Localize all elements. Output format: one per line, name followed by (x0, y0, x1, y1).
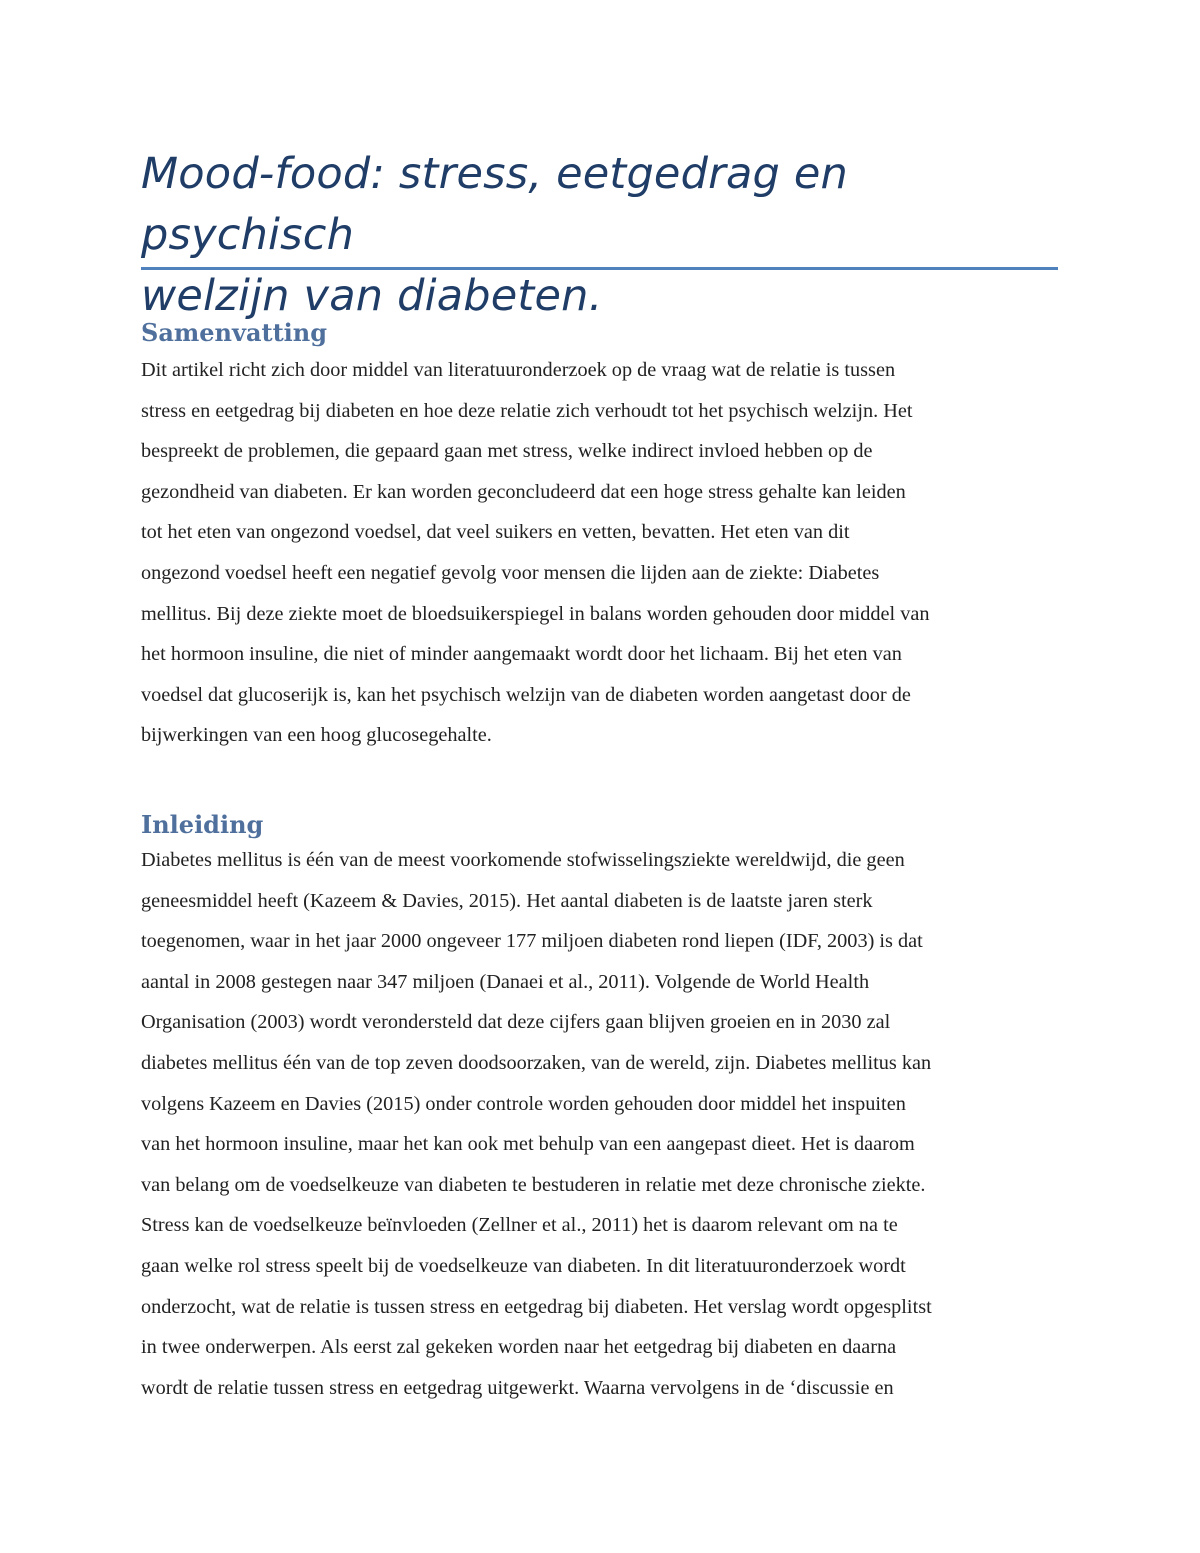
document-title (141, 144, 1071, 327)
text-line: aantal in 2008 gestegen naar 347 miljoen (Danaei et al., 2011). Volgende de World Health (141, 970, 870, 993)
text-line: bijwerkingen van een hoog glucosegehalte. (141, 724, 492, 747)
text-line: tot het eten van ongezond voedsel, dat veel suikers en vetten, bevatten. Het eten van dit (141, 521, 850, 544)
text-line: stress en eetgedrag bij diabeten en hoe deze relatie zich verhoudt tot het psychisch welzijn. Het (141, 399, 913, 422)
text-line: wordt de relatie tussen stress en eetgedrag uitgewerkt. Waarna vervolgens in de ‘discussie en (141, 1376, 894, 1399)
text-line: onderzocht, wat de relatie is tussen stress en eetgedrag bij diabeten. Het verslag wordt opgesplitst (141, 1295, 932, 1318)
text-line: Stress kan de voedselkeuze beïnvloeden (Zellner et al., 2011) het is daarom relevant om na te (141, 1214, 898, 1237)
text-line: Diabetes mellitus is één van de meest voorkomende stofwisselingsziekte wereldwijd, die geen (141, 849, 905, 871)
text-line: gaan welke rol stress speelt bij de voedselkeuze van diabeten. In dit literatuuronderzoek wordt (141, 1254, 906, 1277)
section-heading-inleiding: Inleiding (141, 810, 264, 839)
text-line: geneesmiddel heeft (Kazeem & Davies, 2015). Het aantal diabeten is de laatste jaren sterk (141, 889, 873, 912)
text-line: Dit artikel richt zich door middel van literatuuronderzoek op de vraag wat de relatie is tussen (141, 359, 896, 381)
text-line: diabetes mellitus één van de top zeven doodsoorzaken, van de wereld, zijn. Diabetes mellitus kan (141, 1051, 932, 1074)
text-line: in twee onderwerpen. Als eerst zal gekeken worden naar het eetgedrag bij diabeten en daarna (141, 1336, 897, 1359)
text-line: toegenomen, waar in het jaar 2000 ongeveer 177 miljoen diabeten rond liepen (IDF, 2003) is dat (141, 930, 923, 953)
title-line: Mood-food: stress, eetgedrag en psychisch (141, 149, 848, 260)
text-line: van belang om de voedselkeuze van diabeten te bestuderen in relatie met deze chronische ziekte. (141, 1173, 926, 1196)
text-line: bespreekt de problemen, die gepaard gaan met stress, welke indirect invloed hebben op de (141, 440, 873, 463)
text-line: van het hormoon insuline, maar het kan ook met behulp van een aangepast dieet. Het is daarom (141, 1133, 915, 1156)
text-line: ongezond voedsel heeft een negatief gevolg voor mensen die lijden aan de ziekte: Diabetes (141, 561, 880, 584)
section-body-inleiding (141, 840, 1071, 1408)
title-line: welzijn van diabeten. (141, 271, 603, 321)
text-line: Organisation (2003) wordt verondersteld dat deze cijfers gaan blijven groeien en in 2030 zal (141, 1011, 891, 1034)
section-body-samenvatting (141, 350, 1071, 756)
title-underline (141, 267, 1058, 270)
text-line: gezondheid van diabeten. Er kan worden geconcludeerd dat een hoge stress gehalte kan leiden (141, 480, 906, 503)
text-line: voedsel dat glucoserijk is, kan het psychisch welzijn van de diabeten worden aangetast door de (141, 683, 911, 706)
text-line: mellitus. Bij deze ziekte moet de bloedsuikerspiegel in balans worden gehouden door middel van (141, 602, 930, 625)
text-line: het hormoon insuline, die niet of minder aangemaakt wordt door het lichaam. Bij het eten van (141, 643, 902, 666)
text-line: volgens Kazeem en Davies (2015) onder controle worden gehouden door middel het inspuiten (141, 1092, 906, 1115)
section-heading-samenvatting: Samenvatting (141, 318, 328, 347)
